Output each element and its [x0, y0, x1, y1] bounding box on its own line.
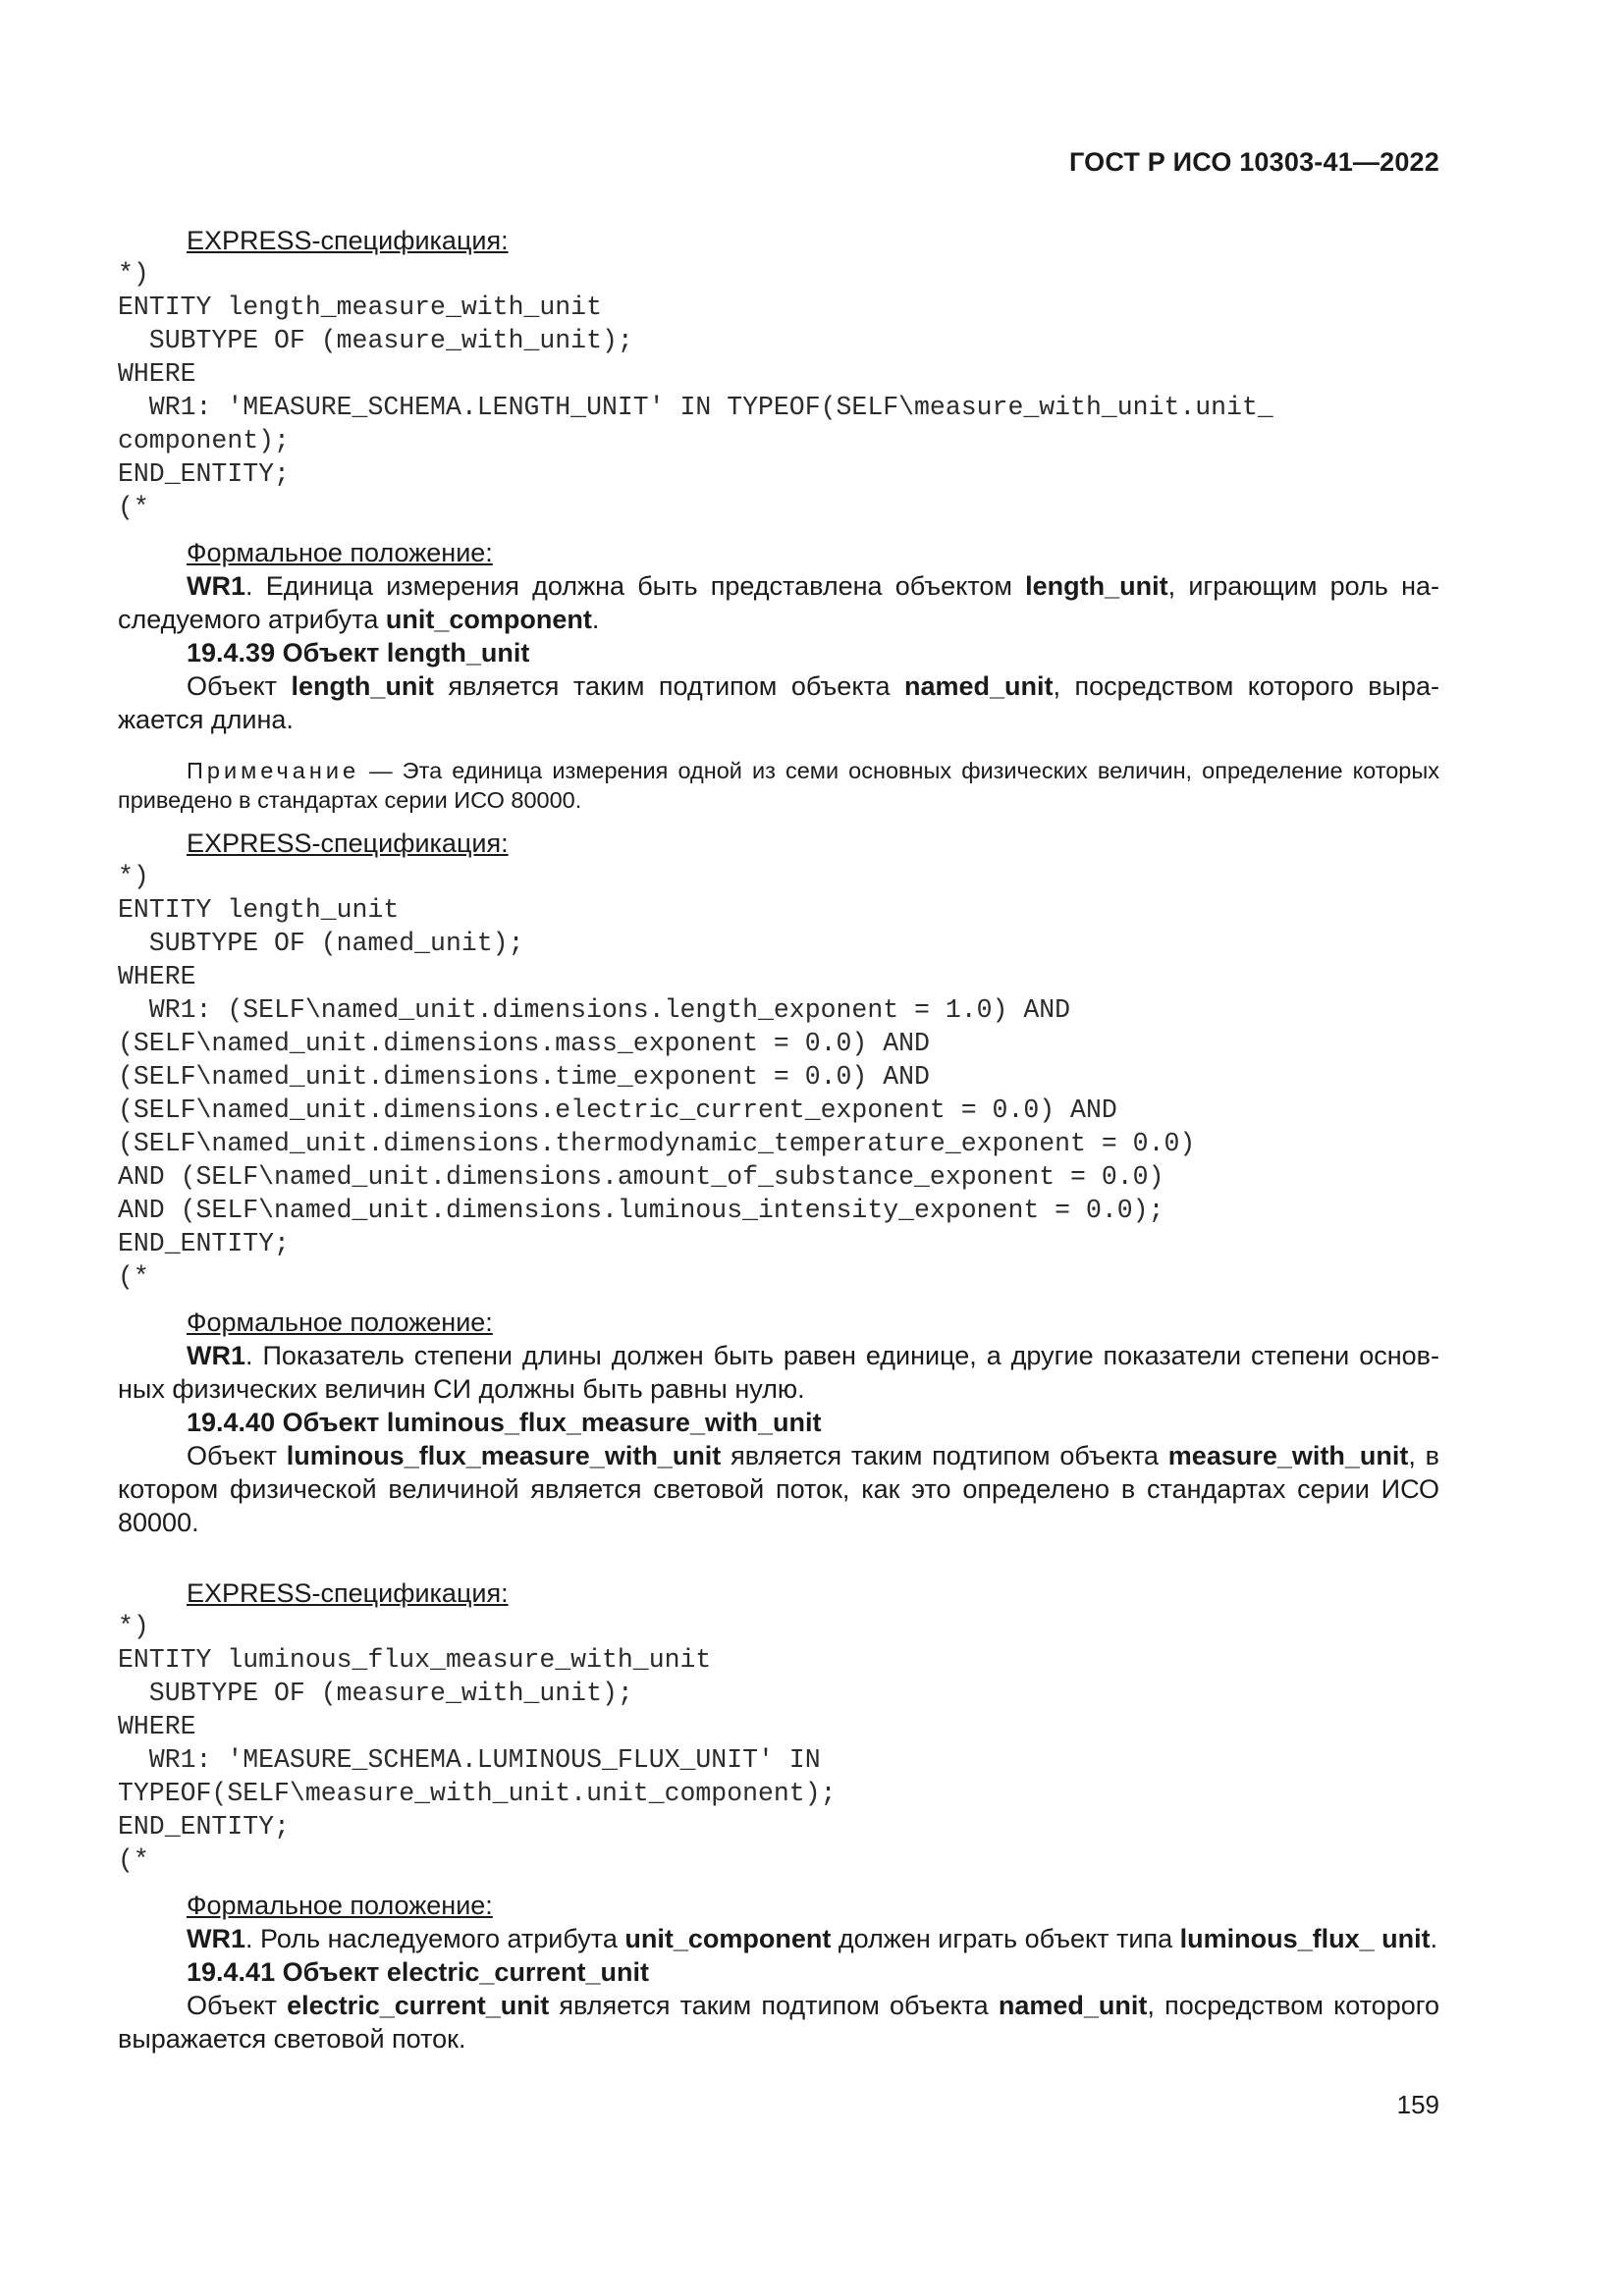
entity-ref: length_unit: [1025, 571, 1168, 601]
formal-statement-label: Формальное положение:: [187, 538, 493, 567]
entity-ref: named_unit: [998, 1991, 1148, 2020]
formal-statement-text: WR1. Показатель степени длины должен быть равен единице, а другие показатели степени основных физических величин СИ должны быть равны нулю.: [118, 1341, 1439, 1404]
page-number: 159: [1396, 2090, 1439, 2119]
express-spec-label: EXPRESS-спецификация:: [187, 828, 509, 858]
standard-designation: ГОСТ Р ИСО 10303-41—2022: [1069, 147, 1439, 177]
section-paragraph: Объект length_unit является таким подтипом объекта named_unit, посредством которого выражается длина.: [118, 671, 1439, 734]
entity-ref: measure_with_unit: [1167, 1441, 1409, 1470]
entity-ref: electric_current_unit: [287, 1991, 550, 2020]
rule-id: WR1: [187, 1924, 245, 1953]
section-paragraph: Объект luminous_flux_measure_with_unit является таким подтипом объекта measure_with_unit, в котором физической величиной является световой поток, как это определено в стандартах серии ИСО 80000.: [118, 1441, 1439, 1537]
entity-ref: luminous_flux_measure_with_unit: [286, 1441, 722, 1470]
document-page: [118, 0, 1439, 2296]
page-body: [118, 224, 1439, 2056]
express-code-block: *) ENTITY luminous_flux_measure_with_unit SUBTYPE OF (measure_with_unit); WHERE WR1: 'MEASURE_SCHEMA.LUMINOUS_FLUX_UNIT' IN TYPEOF(SELF\measure_with_unit.unit_component); END_ENTITY; (*: [118, 1612, 837, 1875]
section-heading: 19.4.41 Объект electric_current_unit: [187, 1957, 649, 1987]
rule-id: WR1: [187, 571, 245, 601]
formal-statement-label: Формальное положение:: [187, 1891, 493, 1920]
express-code-block: *) ENTITY length_unit SUBTYPE OF (named_unit); WHERE WR1: (SELF\named_unit.dimensions.length_exponent = 1.0) AND (SELF\named_unit.dimensions.mass_exponent = 0.0) AND (SELF\named_unit.dimensions.time_exponent = 0.0) AND (SELF\named_unit.dimensions.electric_current_exponent = 0.0) AND (SELF\named_unit.dimensions.thermodynamic_temperature_exponent = 0.0) AND (SELF\named_unit.dimensions.amount_of_substance_exponent = 0.0) AND (SELF\named_unit.dimensions.luminous_intensity_exponent = 0.0); END_ENTITY; (*: [118, 862, 1196, 1292]
formal-statement-text: WR1. Единица измерения должна быть представлена объектом length_unit, играющим роль наследуемого атрибута unit_component.: [118, 571, 1439, 634]
section-heading: 19.4.40 Объект luminous_flux_measure_with_unit: [187, 1408, 822, 1437]
entity-ref: luminous_flux_ unit: [1179, 1924, 1431, 1953]
express-code-block: *) ENTITY length_measure_with_unit SUBTYPE OF (measure_with_unit); WHERE WR1: 'MEASURE_SCHEMA.LENGTH_UNIT' IN TYPEOF(SELF\measure_with_unit.unit_ component); END_ENTITY; (*: [118, 259, 1273, 522]
note-label: Примечание: [187, 758, 360, 783]
formal-statement-text: WR1. Роль наследуемого атрибута unit_component должен играть объект типа luminous_flux_ unit.: [187, 1924, 1438, 1953]
note-paragraph: Примечание — Эта единица измерения одной из семи основных физических величин, определение которых приведено в стандартах серии ИСО 80000.: [118, 758, 1439, 813]
attribute-ref: unit_component: [624, 1924, 832, 1953]
rule-id: WR1: [187, 1341, 245, 1370]
section-paragraph: Объект electric_current_unit является таким подтипом объекта named_unit, посредством которого выражается световой поток.: [118, 1991, 1439, 2054]
express-spec-label: EXPRESS-спецификация:: [187, 226, 509, 255]
entity-ref: length_unit: [291, 671, 434, 701]
entity-ref: named_unit: [904, 671, 1054, 701]
attribute-ref: unit_component: [385, 605, 592, 634]
section-heading: 19.4.39 Объект length_unit: [187, 638, 530, 667]
formal-statement-label: Формальное положение:: [187, 1308, 493, 1337]
express-spec-label: EXPRESS-спецификация:: [187, 1578, 509, 1608]
